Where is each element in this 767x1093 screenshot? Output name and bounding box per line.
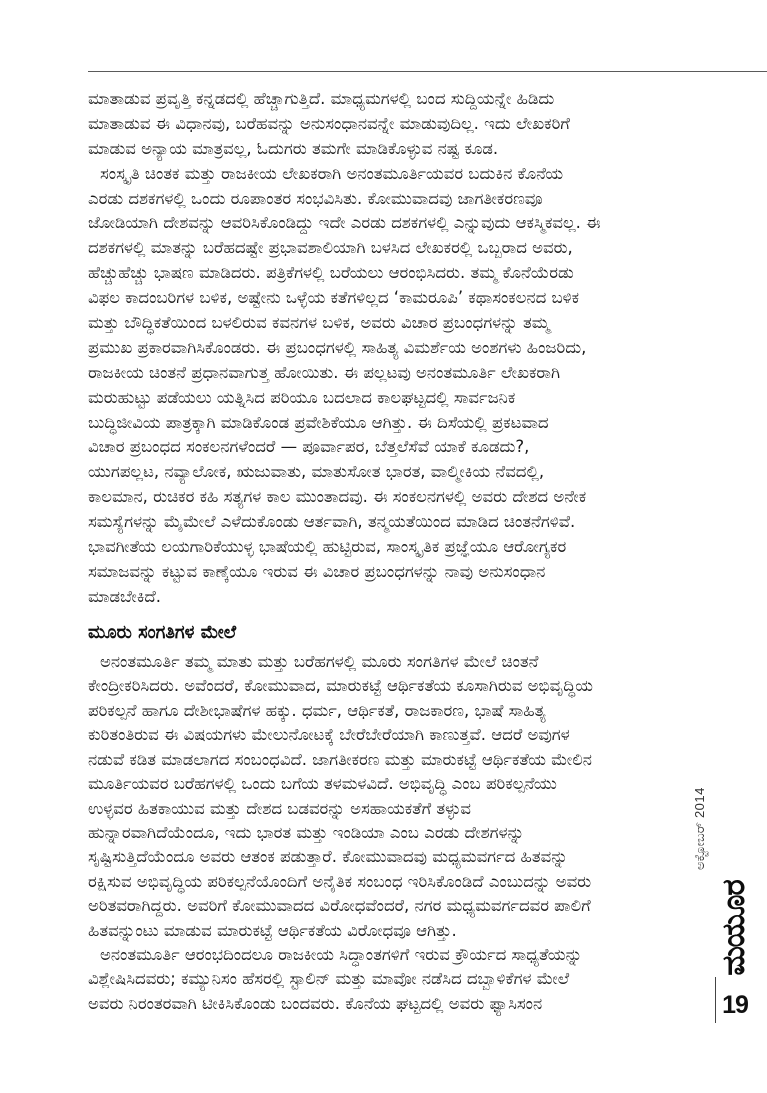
text-line: ಎರಡು ದಶಕಗಳಲ್ಲಿ ಒಂದು ರೂಪಾಂತರ ಸಂಭವಿಸಿತು. ಕೋಮುವಾದವು ಜಾಗತೀಕರಣವೂ bbox=[88, 188, 543, 208]
text-line: ಸಮಸ್ಯೆಗಳನ್ನು ಮೈಮೇಲೆ ಎಳೆದುಕೊಂಡು ಆರ್ತವಾಗಿ, ತನ್ಮಯತೆಯಿಂದ ಮಾಡಿದ ಚಿಂತನೆಗಳಿವೆ. bbox=[88, 512, 576, 532]
issue-month: ಅಕ್ಟೋಬರ್ bbox=[693, 822, 708, 870]
text-line: ಪರಿಕಲ್ಪನೆ ಹಾಗೂ ದೇಶೀಭಾಷೆಗಳ ಹಕ್ಕು. ಧರ್ಮ, ಆರ್ಥಿಕತೆ, ರಾಜಕಾರಣ, ಭಾಷೆ ಸಾಹಿತ್ಯ bbox=[88, 700, 546, 720]
text-line: ಹಿತವನ್ನುಂಟು ಮಾಡುವ ಮಾರುಕಟ್ಟೆ ಆರ್ಥಿಕತೆಯ ವಿರೋಧವೂ ಆಗಿತ್ತು. bbox=[88, 920, 457, 940]
text-line: ದಶಕಗಳಲ್ಲಿ ಮಾತನ್ನು ಬರೆಹದಷ್ಟೇ ಪ್ರಭಾವಶಾಲಿಯಾಗಿ ಬಳಸಿದ ಲೇಖಕರಲ್ಲಿ ಒಬ್ಬರಾದ ಅವರು, bbox=[88, 238, 573, 258]
text-line: ವಿಚಾರ ಪ್ರಬಂಧದ ಸಂಕಲನಗಳೆಂದರೆ — ಪೂರ್ವಾಪರ, ಬೆತ್ತಲೆಸೆವೆ ಯಾಕೆ ಕೂಡದು?, bbox=[88, 437, 530, 457]
text-line: ಅವರು ನಿರಂತರವಾಗಿ ಟೀಕಿಸಿಕೊಂಡು ಬಂದವರು. ಕೊನೆಯ ಘಟ್ಟದಲ್ಲಿ ಅವರು ಫ್ಯಾಸಿಸಂನ bbox=[88, 993, 543, 1013]
header-rule bbox=[88, 71, 767, 72]
text-line: ಬುದ್ಧಿಜೀವಿಯ ಪಾತ್ರಕ್ಕಾಗಿ ಮಾಡಿಕೊಂಡ ಪ್ರವೇಶಿಕೆಯೂ ಆಗಿತ್ತು. ಈ ದಿಸೆಯಲ್ಲಿ ಪ್ರಕಟವಾದ bbox=[88, 412, 549, 432]
text-line: ಮೂರ್ತಿಯವರ ಬರೆಹಗಳಲ್ಲಿ ಒಂದು ಬಗೆಯ ತಳಮಳವಿದೆ. ಅಭಿವೃದ್ಧಿ ಎಂಬ ಪರಿಕಲ್ಪನೆಯು bbox=[88, 774, 557, 794]
text-line: ಸಮಾಜವನ್ನು ಕಟ್ಟುವ ಕಾಣ್ಕೆಯೂ ಇರುವ ಈ ವಿಚಾರ ಪ್ರಬಂಧಗಳನ್ನು ನಾವು ಅನುಸಂಧಾನ bbox=[88, 561, 546, 581]
text-line: ಕಾಲಮಾನ, ರುಚಿಕರ ಕಹಿ ಸತ್ಯಗಳ ಕಾಲ ಮುಂತಾದವು. ಈ ಸಂಕಲನಗಳಲ್ಲಿ ಅವರು ದೇಶದ ಅನೇಕ bbox=[88, 487, 587, 507]
text-line: ಹುನ್ನಾರವಾಗಿದೆಯೆಂದೂ, ಇದು ಭಾರತ ಮತ್ತು ಇಂಡಿಯಾ ಎಂಬ ಎರಡು ದೇಶಗಳನ್ನು bbox=[88, 822, 525, 842]
text-line: ಅನಂತಮೂರ್ತಿ ಆರಂಭದಿಂದಲೂ ರಾಜಕೀಯ ಸಿದ್ಧಾಂತಗಳಿಗೆ ಇರುವ ಕ್ರೌರ್ಯದ ಸಾಧ್ಯತೆಯನ್ನು bbox=[100, 945, 583, 965]
issue-year: 2014 bbox=[692, 787, 707, 819]
text-line: ಅರಿತವರಾಗಿದ್ದರು. ಅವರಿಗೆ ಕೋಮುವಾದದ ವಿರೋಧವೆಂದರೆ, ನಗರ ಮಧ್ಯಮವರ್ಗದವರ ಪಾಲಿಗೆ bbox=[88, 896, 591, 916]
text-line: ಮಾಡಬೇಕಿದೆ. bbox=[88, 586, 161, 606]
article-intro bbox=[88, 87, 712, 610]
text-line: ಸೃಷ್ಟಿಸುತ್ತಿದೆಯೆಂದೂ ಅವರು ಆತಂಕ ಪಡುತ್ತಾರೆ. ಕೋಮುವಾದವು ಮಧ್ಯಮವರ್ಗದ ಹಿತವನ್ನು bbox=[88, 847, 568, 867]
text-line: ಅನಂತಮೂರ್ತಿ ತಮ್ಮ ಮಾತು ಮತ್ತು ಬರೆಹಗಳಲ್ಲಿ ಮೂರು ಸಂಗತಿಗಳ ಮೇಲೆ ಚಿಂತನೆ bbox=[100, 652, 539, 671]
article-section bbox=[88, 650, 712, 1016]
text-line: ನಡುವೆ ಕಡಿತ ಮಾಡಲಾಗದ ಸಂಬಂಧವಿದೆ. ಜಾಗತೀಕರಣ ಮತ್ತು ಮಾರುಕಟ್ಟೆ ಆರ್ಥಿಕತೆಯ ಮೇಲಿನ bbox=[88, 749, 592, 769]
text-line: ಮಾಡುವ ಅನ್ಯಾಯ ಮಾತ್ರವಲ್ಲ, ಓದುಗರು ತಮಗೇ ಮಾಡಿಕೊಳ್ಳುವ ನಷ್ಟ ಕೂಡ. bbox=[88, 138, 499, 158]
page-number-divider bbox=[715, 977, 716, 1023]
text-line: ರಕ್ಷಿಸುವ ಅಭಿವೃದ್ಧಿಯ ಪರಿಕಲ್ಪನೆಯೊಂದಿಗೆ ಅನೈತಿಕ ಸಂಬಂಧ ಇರಿಸಿಕೊಂಡಿದೆ ಎಂಬುದನ್ನು ಅವರು bbox=[88, 871, 592, 891]
text-line: ಉಳ್ಳವರ ಹಿತಕಾಯುವ ಮತ್ತು ದೇಶದ ಬಡವರನ್ನು ಅಸಹಾಯಕತೆಗೆ ತಳ್ಳುವ bbox=[88, 798, 471, 818]
text-line: ವಿಶ್ಲೇಷಿಸಿದವರು; ಕಮ್ಯುನಿಸಂ ಹೆಸರಲ್ಲಿ ಸ್ಟಾಲಿನ್ ಮತ್ತು ಮಾವೋ ನಡೆಸಿದ ದಬ್ಬಾಳಿಕೆಗಳ ಮೇಲೆ bbox=[88, 969, 570, 989]
text-line: ಕುರಿತಂತಿರುವ ಈ ವಿಷಯಗಳು ಮೇಲುನೋಟಕ್ಕೆ ಬೇರೆಬೇರೆಯಾಗಿ ಕಾಣುತ್ತವೆ. ಆದರೆ ಅವುಗಳ bbox=[88, 725, 570, 745]
text-line: ಭಾವಗೀತೆಯ ಲಯಗಾರಿಕೆಯುಳ್ಳ ಭಾಷೆಯಲ್ಲಿ ಹುಟ್ಟಿರುವ, ಸಾಂಸ್ಕೃತಿಕ ಪ್ರಜ್ಞೆಯೂ ಆರೋಗ್ಯಕರ bbox=[88, 537, 567, 557]
paragraph bbox=[88, 87, 712, 162]
text-line: ಜೋಡಿಯಾಗಿ ದೇಶವನ್ನು ಆವರಿಸಿಕೊಂಡಿದ್ದು ಇದೇ ಎರಡು ದಶಕಗಳಲ್ಲಿ ಎನ್ನುವುದು ಆಕಸ್ಮಿಕವಲ್ಲ. ಈ bbox=[88, 213, 601, 233]
text-line: ಮರುಹುಟ್ಟು ಪಡೆಯಲು ಯತ್ನಿಸಿದ ಪರಿಯೂ ಬದಲಾದ ಕಾಲಘಟ್ಟದಲ್ಲಿ ಸಾರ್ವಜನಿಕ bbox=[88, 387, 516, 407]
text-line: ಹೆಚ್ಚುಹೆಚ್ಚು ಭಾಷಣ ಮಾಡಿದರು. ಪತ್ರಿಕೆಗಳಲ್ಲಿ ಬರೆಯಲು ಆರಂಭಿಸಿದರು. ತಮ್ಮ ಕೊನೆಯೆರಡು bbox=[88, 263, 574, 283]
text-line: ರಾಜಕೀಯ ಚಿಂತನೆ ಪ್ರಧಾನವಾಗುತ್ತ ಹೋಯಿತು. ಈ ಪಲ್ಲಟವು ಅನಂತಮೂರ್ತಿ ಲೇಖಕರಾಗಿ bbox=[88, 362, 561, 382]
section-heading: ಮೂರು ಸಂಗತಿಗಳ ಮೇಲೆ bbox=[88, 622, 237, 643]
text-line: ಕೇಂದ್ರೀಕರಿಸಿದರು. ಅವೆಂದರೆ, ಕೋಮುವಾದ, ಮಾರುಕಟ್ಟೆ ಆರ್ಥಿಕತೆಯ ಕೂಸಾಗಿರುವ ಅಭಿವೃದ್ಧಿಯ bbox=[88, 676, 593, 696]
issue-date bbox=[691, 780, 709, 870]
paragraph bbox=[88, 650, 712, 943]
paragraph bbox=[88, 943, 712, 1016]
text-line: ಯುಗಪಲ್ಲಟ, ನವ್ಯಾಲೋಕ, ಋಜುವಾತು, ಮಾತುಸೋತ ಭಾರತ, ವಾಲ್ಮೀಕಿಯ ನೆವದಲ್ಲಿ, bbox=[88, 462, 545, 482]
text-line: ಸಂಸ್ಕೃತಿ ಚಿಂತಕ ಮತ್ತು ರಾಜಕೀಯ ಲೇಖಕರಾಗಿ ಅನಂತಮೂರ್ತಿಯವರ ಬದುಕಿನ ಕೊನೆಯ bbox=[100, 163, 564, 183]
text-line: ಪ್ರಮುಖ ಪ್ರಕಾರವಾಗಿಸಿಕೊಂಡರು. ಈ ಪ್ರಬಂಧಗಳಲ್ಲಿ ಸಾಹಿತ್ಯ ವಿಮರ್ಶೆಯ ಅಂಶಗಳು ಹಿಂಜರಿದು, bbox=[88, 337, 587, 357]
text-line: ಮಾತಾಡುವ ಈ ವಿಧಾನವು, ಬರೆಹವನ್ನು ಅನುಸಂಧಾನವನ್ನೇ ಮಾಡುವುದಿಲ್ಲ. ಇದು ಲೇಖಕರಿಗೆ bbox=[88, 113, 570, 133]
page-number: 19 bbox=[722, 991, 748, 1019]
text-line: ಮತ್ತು ಬೌದ್ಧಿಕತೆಯಿಂದ ಬಳಲಿರುವ ಕವನಗಳ ಬಳಿಕ, ಅವರು ವಿಚಾರ ಪ್ರಬಂಧಗಳನ್ನು ತಮ್ಮ bbox=[88, 313, 550, 333]
magazine-logo: ಮಯೂರ bbox=[716, 880, 752, 976]
paragraph bbox=[88, 162, 712, 610]
text-line: ವಿಫಲ ಕಾದಂಬರಿಗಳ ಬಳಿಕ, ಅಷ್ಟೇನು ಒಳ್ಳೆಯ ಕತೆಗಳಿಲ್ಲದ ‘ಕಾಮರೂಪಿ’ ಕಥಾಸಂಕಲನದ ಬಳಿಕ bbox=[88, 288, 580, 308]
text-line: ಮಾತಾಡುವ ಪ್ರವೃತ್ತಿ ಕನ್ನಡದಲ್ಲಿ ಹೆಚ್ಚಾಗುತ್ತಿದೆ. ಮಾಧ್ಯಮಗಳಲ್ಲಿ ಬಂದ ಸುದ್ದಿಯನ್ನೇ ಹಿಡಿದು bbox=[88, 89, 555, 108]
